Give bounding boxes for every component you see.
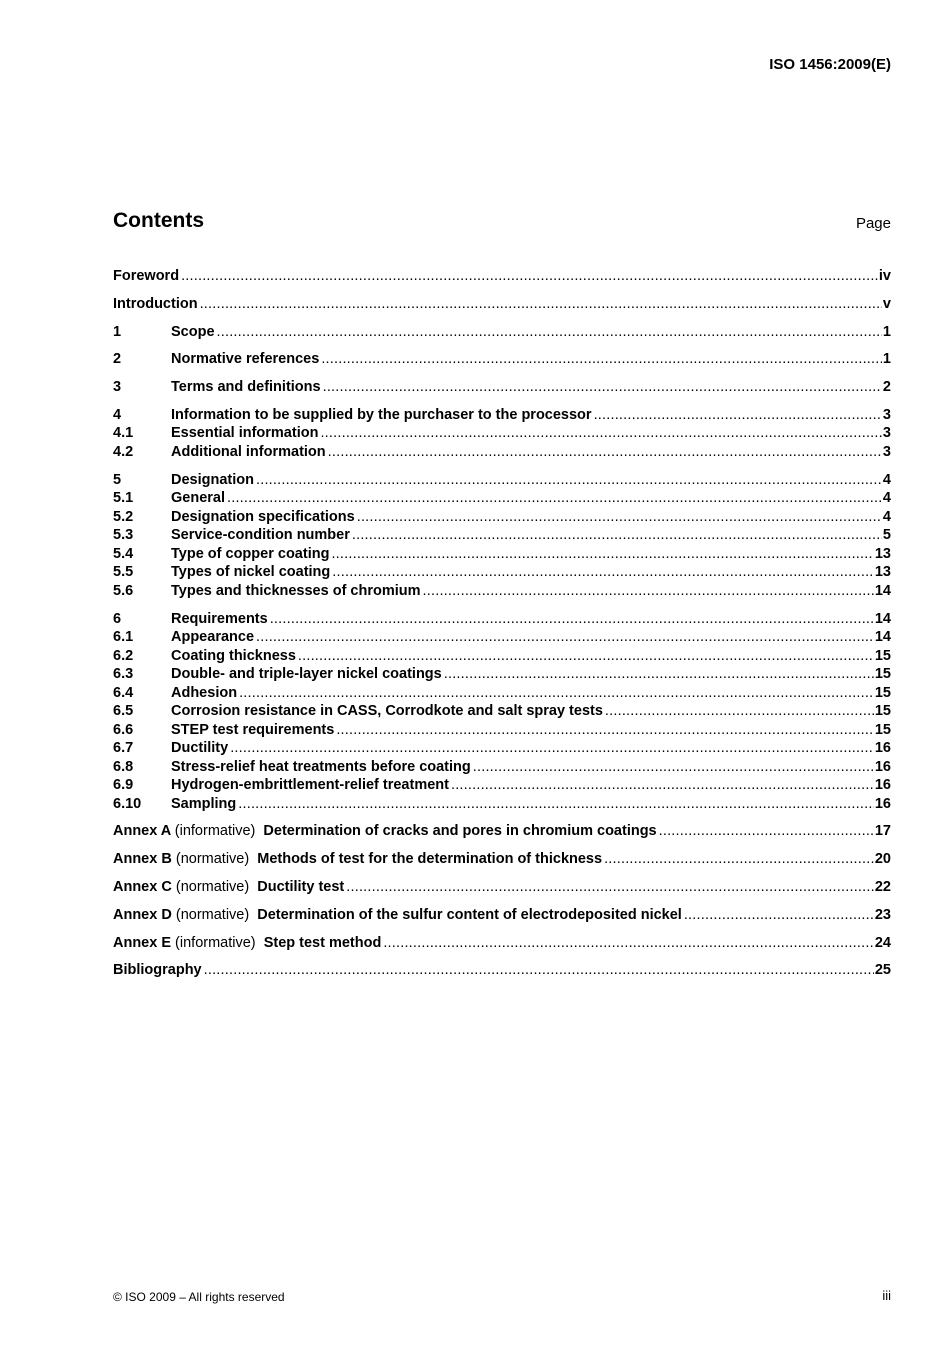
toc-page: 14 — [874, 582, 891, 599]
toc-entry-6[interactable] — [113, 610, 891, 629]
toc-page: iv — [878, 268, 891, 284]
toc-leader — [346, 878, 874, 897]
toc-number: 5.4 — [113, 545, 134, 562]
toc-entry-6-8[interactable] — [113, 758, 891, 777]
toc-number: 5.2 — [113, 508, 134, 525]
toc-leader — [204, 961, 874, 980]
toc-title: Stress-relief heat treatments before coating — [171, 758, 471, 775]
toc-leader — [383, 934, 874, 953]
toc-title: Adhesion — [171, 684, 238, 701]
toc-entry-4-1[interactable] — [113, 424, 891, 443]
toc-title: Introduction — [113, 295, 198, 312]
toc-entry-6-1[interactable] — [113, 628, 891, 647]
toc-page: 15 — [874, 666, 891, 683]
toc-number: 4 — [113, 406, 122, 423]
toc-title — [113, 906, 682, 925]
toc-leader — [605, 702, 874, 721]
annex-title: Methods of test for the determination of thickness — [257, 851, 603, 868]
toc-page: 15 — [874, 647, 891, 664]
toc-page: 15 — [874, 721, 891, 738]
copyright-notice: © ISO 2009 – All rights reserved — [113, 1290, 285, 1304]
toc-leader — [227, 489, 882, 508]
toc-number: 5.1 — [113, 490, 134, 507]
toc-title: Service-condition number — [171, 527, 350, 544]
toc-number: 6.7 — [113, 740, 134, 757]
page-column-label: Page — [855, 215, 891, 232]
annex-qualifier: (normative) — [175, 878, 250, 895]
toc-leader — [604, 850, 874, 869]
toc-number: 6.1 — [113, 629, 134, 646]
toc-title: Information to be supplied by the purchaser to the processor — [171, 406, 592, 423]
annex-qualifier: (normative) — [175, 906, 250, 923]
annex-title: Step test method — [263, 934, 382, 951]
toc-title: Type of copper coating — [171, 545, 330, 562]
toc-leader — [331, 545, 873, 564]
toc-page: 3 — [882, 443, 891, 460]
toc-leader — [328, 443, 882, 462]
toc-entry-5[interactable] — [113, 471, 891, 490]
toc-leader — [321, 350, 882, 369]
toc-title: Normative references — [171, 351, 320, 368]
toc-page: 25 — [874, 962, 891, 979]
toc-number: 6.2 — [113, 647, 134, 664]
toc-leader — [659, 822, 874, 841]
toc-leader — [256, 471, 882, 490]
toc-number: 5 — [113, 471, 122, 488]
document-id: ISO 1456:2009(E) — [769, 56, 891, 73]
toc-title: STEP test requirements — [171, 721, 335, 738]
toc-leader — [200, 295, 882, 314]
annex-label: Annex E — [113, 934, 172, 951]
toc-leader — [320, 424, 881, 443]
toc-page: 14 — [874, 610, 891, 627]
toc-page: 20 — [874, 851, 891, 868]
annex-label: Annex C — [113, 878, 172, 895]
annex-qualifier: (informative) — [175, 934, 256, 951]
toc-title: Bibliography — [113, 962, 202, 979]
toc-entry-1[interactable] — [113, 323, 891, 342]
toc-entry-annex-d[interactable] — [113, 906, 891, 925]
toc-leader — [357, 508, 882, 527]
annex-label: Annex D — [113, 906, 172, 923]
annex-qualifier: (informative) — [174, 823, 256, 840]
toc-title: Sampling — [171, 795, 237, 812]
annex-qualifier: (normative) — [175, 851, 250, 868]
toc-page: 4 — [882, 490, 891, 507]
toc-leader — [256, 628, 874, 647]
toc-entry-6-2[interactable] — [113, 647, 891, 666]
toc-title: Additional information — [171, 443, 326, 460]
toc-title: Hydrogen-embrittlement-relief treatment — [171, 777, 449, 794]
toc-entry-annex-c[interactable] — [113, 878, 891, 897]
page-title: Contents — [113, 209, 204, 232]
toc-page: 1 — [882, 351, 891, 368]
toc-title: Foreword — [113, 268, 180, 284]
toc-page: 3 — [882, 406, 891, 423]
toc-page: 14 — [874, 629, 891, 646]
toc-entry-introduction[interactable] — [113, 295, 891, 314]
toc-leader — [239, 684, 874, 703]
toc-number: 6.3 — [113, 666, 134, 683]
toc-title: Types of nickel coating — [171, 564, 331, 581]
toc-entry-3[interactable] — [113, 378, 891, 397]
toc-leader — [238, 795, 874, 814]
toc-leader — [298, 647, 874, 666]
toc-title: Terms and definitions — [171, 379, 321, 396]
toc-title: Essential information — [171, 425, 319, 442]
toc-number: 2 — [113, 351, 122, 368]
annex-title: Determination of the sulfur content of electrodeposited nickel — [257, 906, 682, 923]
toc-entry-bibliography[interactable] — [113, 961, 891, 980]
toc-entry-5-3[interactable] — [113, 526, 891, 545]
toc-entry-5-4[interactable] — [113, 545, 891, 564]
toc-leader — [336, 721, 874, 740]
toc-page: 17 — [874, 823, 891, 840]
toc-title — [113, 934, 381, 953]
toc-leader — [323, 378, 882, 397]
toc-page: 16 — [874, 795, 891, 812]
toc-title: Requirements — [171, 610, 268, 627]
toc-number: 5.6 — [113, 582, 134, 599]
toc-title: Scope — [171, 323, 215, 340]
toc-number: 3 — [113, 379, 122, 396]
toc-entry-foreword[interactable] — [113, 267, 891, 286]
toc-title: Corrosion resistance in CASS, Corrodkote and salt spray tests — [171, 703, 603, 720]
toc-number: 4.1 — [113, 425, 134, 442]
toc-page: 13 — [874, 545, 891, 562]
toc-entry-annex-e[interactable] — [113, 934, 891, 953]
toc-page: v — [882, 295, 891, 312]
toc-title: Coating thickness — [171, 647, 296, 664]
toc-leader — [444, 665, 874, 684]
toc-page: 13 — [874, 564, 891, 581]
toc-page: 3 — [882, 425, 891, 442]
annex-label: Annex B — [113, 851, 172, 868]
toc-entry-6-9[interactable] — [113, 776, 891, 795]
toc-entry-5-2[interactable] — [113, 508, 891, 527]
toc-leader — [181, 267, 878, 286]
toc-page: 2 — [882, 379, 891, 396]
toc-number: 6.6 — [113, 721, 134, 738]
toc-title: Double- and triple-layer nickel coatings — [171, 666, 442, 683]
toc-entry-annex-a[interactable] — [113, 822, 891, 841]
table-of-contents — [113, 267, 891, 980]
toc-number: 1 — [113, 323, 122, 340]
toc-leader — [594, 406, 882, 425]
toc-entry-6-6[interactable] — [113, 721, 891, 740]
toc-entry-4-2[interactable] — [113, 443, 891, 462]
toc-entry-6-3[interactable] — [113, 665, 891, 684]
toc-page: 15 — [874, 703, 891, 720]
toc-entry-6-5[interactable] — [113, 702, 891, 721]
toc-page: 4 — [882, 471, 891, 488]
toc-leader — [217, 323, 882, 342]
toc-title: General — [171, 490, 225, 507]
toc-page: 5 — [882, 527, 891, 544]
toc-title — [113, 850, 602, 869]
toc-entry-5-1[interactable] — [113, 489, 891, 508]
toc-leader — [684, 906, 874, 925]
toc-title: Appearance — [171, 629, 255, 646]
toc-page: 16 — [874, 777, 891, 794]
toc-entry-6-4[interactable] — [113, 684, 891, 703]
toc-entry-6-10[interactable] — [113, 795, 891, 814]
toc-title: Designation — [171, 471, 254, 488]
toc-number: 6.8 — [113, 758, 134, 775]
toc-page: 15 — [874, 684, 891, 701]
toc-number: 6.5 — [113, 703, 134, 720]
toc-number: 6.4 — [113, 684, 134, 701]
toc-number: 6.10 — [113, 795, 142, 812]
toc-title: Types and thicknesses of chromium — [171, 582, 421, 599]
toc-entry-5-5[interactable] — [113, 563, 891, 582]
toc-page: 22 — [874, 878, 891, 895]
toc-title: Designation specifications — [171, 508, 355, 525]
toc-number: 5.5 — [113, 564, 134, 581]
toc-leader — [423, 582, 874, 601]
toc-title: Ductility — [171, 740, 229, 757]
toc-leader — [332, 563, 874, 582]
toc-page: 1 — [882, 323, 891, 340]
toc-entry-6-7[interactable] — [113, 739, 891, 758]
toc-page: 16 — [874, 758, 891, 775]
toc-number: 5.3 — [113, 527, 134, 544]
toc-page: 24 — [874, 934, 891, 951]
toc-number: 6.9 — [113, 777, 134, 794]
annex-label: Annex A — [113, 823, 171, 840]
toc-entry-4[interactable] — [113, 406, 891, 425]
toc-entry-2[interactable] — [113, 350, 891, 369]
toc-entry-5-6[interactable] — [113, 582, 891, 601]
toc-entry-annex-b[interactable] — [113, 850, 891, 869]
toc-leader — [230, 739, 874, 758]
toc-leader — [473, 758, 874, 777]
toc-number: 4.2 — [113, 443, 134, 460]
page-number: iii — [882, 1288, 891, 1303]
toc-page: 23 — [874, 906, 891, 923]
annex-title: Determination of cracks and pores in chromium coatings — [263, 823, 657, 840]
toc-leader — [270, 610, 874, 629]
toc-title — [113, 878, 344, 897]
toc-leader — [451, 776, 874, 795]
toc-number: 6 — [113, 610, 122, 627]
toc-page: 4 — [882, 508, 891, 525]
toc-leader — [352, 526, 882, 545]
annex-title: Ductility test — [257, 878, 345, 895]
toc-page: 16 — [874, 740, 891, 757]
toc-title — [113, 822, 657, 841]
